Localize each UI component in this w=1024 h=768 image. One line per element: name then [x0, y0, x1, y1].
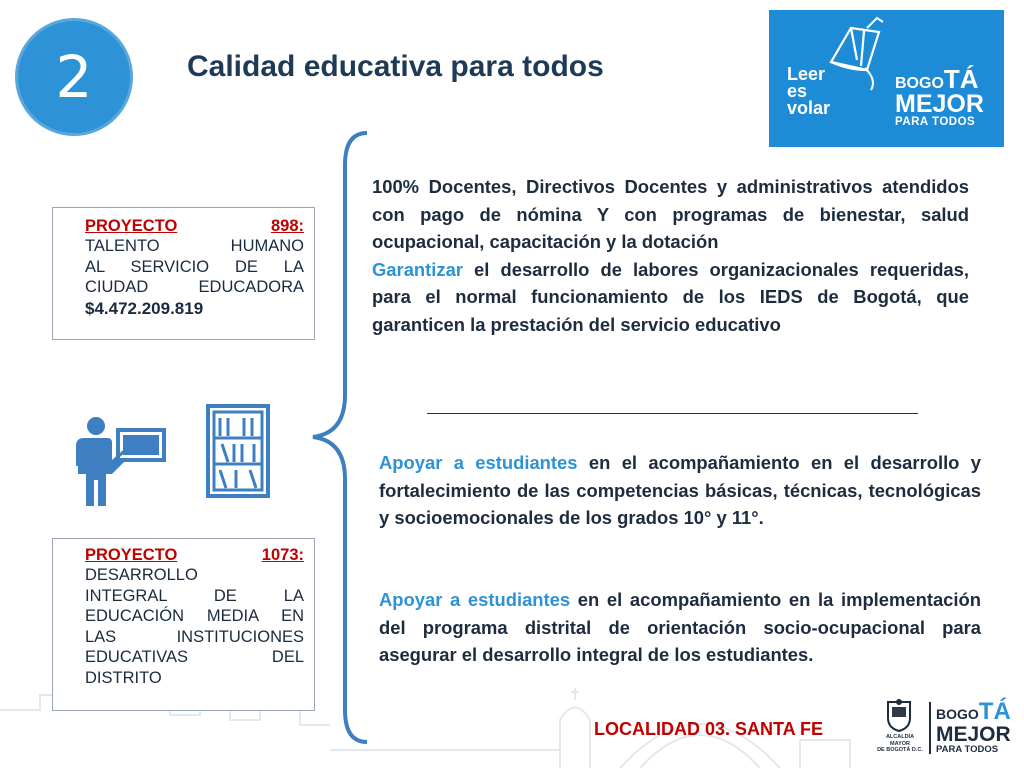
project-898-amount: $4.472.209.819 [85, 298, 204, 318]
teacher-icon [72, 416, 170, 508]
paragraph-1-text: 100% Docentes, Directivos Docentes y administrativos atendidos con pago de nómina Y con programas de bienestar, salud ocupacional, capacitación y la dotación [372, 176, 969, 253]
slide-number: 2 [55, 43, 93, 111]
project-898-heading [85, 216, 304, 236]
project-1073-desc-6: DISTRITO [85, 668, 162, 687]
project-number: 898: [270, 217, 304, 235]
project-898-desc-1: TALENTO HUMANO [85, 237, 304, 256]
project-label: PROYECTO [85, 546, 178, 564]
paragraph-2 [372, 256, 969, 339]
project-1073-desc-5: EDUCATIVAS DEL [85, 648, 304, 667]
alcaldia-line-2: DE BOGOTÁ D.C. [877, 747, 923, 754]
slide-number-badge [15, 18, 133, 136]
curly-brace [305, 125, 375, 750]
paragraph-2-highlight: Garantizar [372, 258, 463, 280]
footer-mejor: MEJOR [936, 723, 1011, 746]
page-title: Calidad educativa para todos [187, 50, 604, 83]
paragraph-orientacion [379, 586, 981, 669]
paragraph-3-text: en el acompañamiento en el desarrollo y fortalecimiento de las competencias básicas, técnicas, tecnológicas y socioemocionales de los grados 10° y 11°. [379, 452, 981, 529]
logo-para-todos: PARA TODOS [895, 116, 976, 128]
project-1073-box [52, 538, 315, 711]
project-1073-desc-4: LAS INSTITUCIONES [85, 627, 304, 646]
leer-es-volar-logo [769, 10, 1004, 147]
project-number: 1073: [261, 546, 304, 564]
paragraph-3-highlight: Apoyar a estudiantes [379, 452, 578, 473]
alcaldia-logo [876, 698, 1016, 760]
coat-of-arms-icon [884, 698, 914, 732]
project-898-desc-2: AL SERVICIO DE LA [85, 257, 304, 276]
project-898-desc-3: CIUDAD EDUCADORA [85, 278, 304, 297]
logo-city-big: TÁ [943, 64, 979, 94]
project-1073-desc-1: DESARROLLO [85, 566, 198, 585]
footer-para-todos: PARA TODOS [936, 744, 999, 755]
footer-city-big: TÁ [978, 698, 1011, 725]
logo-mejor: MEJOR [895, 90, 984, 118]
project-898-box [52, 207, 315, 340]
paragraph-nomina [372, 173, 969, 339]
logo-line-3: volar [787, 98, 831, 119]
bookshelf-icon [206, 404, 270, 498]
logo-city-small: BOGO [895, 75, 944, 92]
paragraph-2-text: el desarrollo de labores organizacionales requeridas, para el normal funcionamiento de los IEDS de Bogotá, que garanticen la prestación del servicio educativo [372, 258, 969, 336]
paragraph-4-highlight: Apoyar a estudiantes [379, 589, 571, 610]
project-1073-heading [85, 545, 304, 565]
logo-line-1: Leer [787, 64, 826, 84]
section-divider [427, 413, 918, 414]
paragraph-4-text: en el acompañamiento en la implementación del programa distrital de orientación socio-ocupacional para asegurar el desarrollo integral de los estudiantes. [379, 589, 981, 666]
paragraph-competencias [379, 449, 981, 532]
project-label: PROYECTO [85, 217, 178, 235]
project-1073-desc-3: EDUCACIÓN MEDIA EN [85, 607, 304, 626]
footer-city-small: BOGO [936, 706, 979, 722]
locality-label: LOCALIDAD 03. SANTA FE [594, 719, 824, 739]
logo-line-2: es [787, 81, 808, 102]
project-1073-desc-2: INTEGRAL DE LA [85, 586, 304, 605]
alcaldia-line-1: ALCALDÍA MAYOR [885, 734, 915, 747]
